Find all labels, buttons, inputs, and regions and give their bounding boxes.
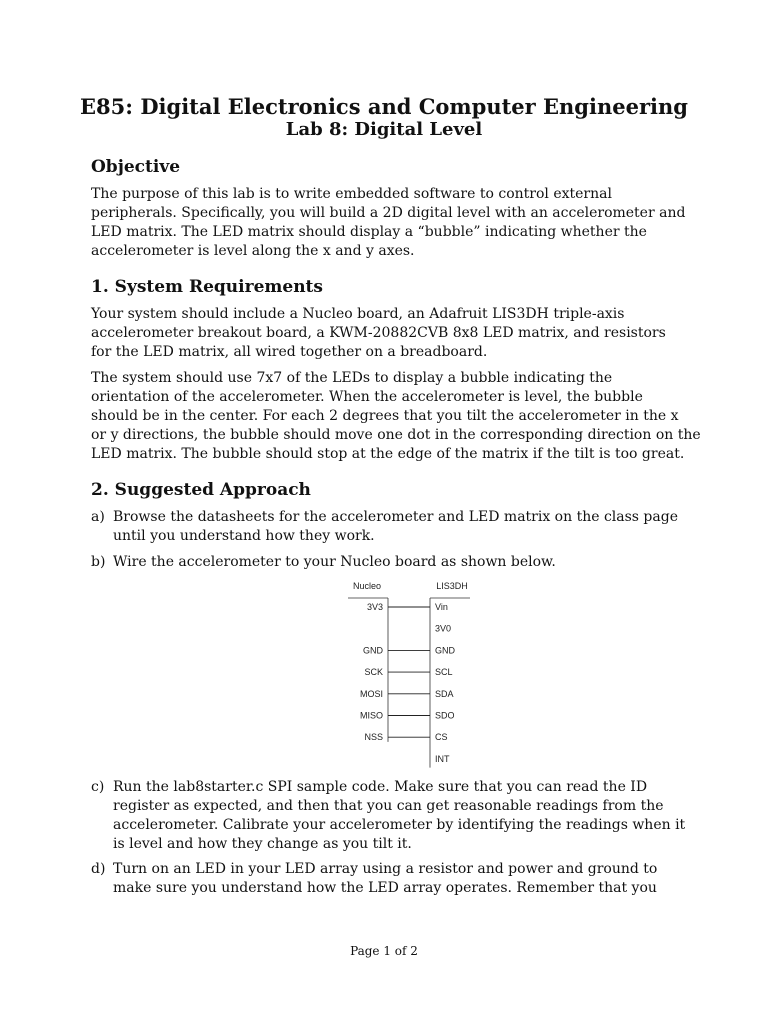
list-marker: c) — [91, 779, 105, 795]
lis3dh-pin-label: GND — [435, 645, 455, 656]
document-subtitle: Lab 8: Digital Level — [285, 119, 483, 140]
requirements-line: should be in the center. For each 2 degrees that you tilt the accelerometer in the x — [91, 408, 679, 424]
objective-line: accelerometer is level along the x and y axes. — [91, 243, 415, 259]
lis3dh-header: LIS3DH — [436, 581, 468, 591]
requirements-line: or y directions, the bubble should move one dot in the corresponding direction on the — [91, 427, 701, 443]
requirements-line: The system should use 7x7 of the LEDs to display a bubble indicating the — [91, 370, 613, 386]
list-line: until you understand how they work. — [113, 528, 375, 544]
lis3dh-pin-label: SDO — [435, 710, 455, 721]
approach-heading: 2. Suggested Approach — [91, 480, 311, 500]
lis3dh-pin-label: INT — [435, 753, 450, 764]
nucleo-pin-label: MISO — [359, 710, 383, 721]
requirements-heading: 1. System Requirements — [91, 277, 323, 297]
list-line: make sure you understand how the LED array operates. Remember that you — [113, 880, 657, 896]
document-title: E85: Digital Electronics and Computer Engineering — [80, 94, 688, 119]
list-marker: a) — [91, 509, 105, 525]
requirements-line: accelerometer breakout board, a KWM-20882CVB 8x8 LED matrix, and resistors — [91, 325, 666, 341]
list-line: Turn on an LED in your LED array using a resistor and power and ground to — [113, 861, 658, 877]
page-number: Page 1 of 2 — [350, 944, 418, 958]
nucleo-pin-label: NSS — [364, 732, 383, 743]
list-item-c — [91, 778, 691, 854]
requirements-line: for the LED matrix, all wired together on a breadboard. — [91, 344, 488, 360]
objective-line: The purpose of this lab is to write embedded software to control external — [91, 186, 612, 202]
nucleo-pin-label: SCK — [364, 667, 383, 678]
list-marker: b) — [91, 554, 106, 570]
list-line: accelerometer. Calibrate your accelerometer by identifying the readings when it — [113, 817, 686, 833]
list-line: register as expected, and then that you can get reasonable readings from the — [113, 798, 664, 814]
lis3dh-pin-label: SDA — [435, 688, 454, 699]
objective-heading: Objective — [91, 157, 181, 177]
nucleo-pin-label: GND — [363, 645, 383, 656]
objective-line: LED matrix. The LED matrix should display a “bubble” indicating whether the — [91, 224, 647, 240]
list-line: Wire the accelerometer to your Nucleo board as shown below. — [113, 554, 556, 570]
objective-paragraph — [91, 185, 691, 261]
lis3dh-pin-label: CS — [435, 732, 448, 743]
objective-line: peripherals. Specifically, you will build a 2D digital level with an accelerometer and — [91, 205, 686, 221]
nucleo-pin-label: MOSI — [359, 688, 383, 699]
requirements-paragraph-2 — [91, 369, 701, 464]
requirements-line: orientation of the accelerometer. When the accelerometer is level, the bubble — [91, 389, 643, 405]
requirements-line: LED matrix. The bubble should stop at the edge of the matrix if the tilt is too great. — [91, 446, 685, 462]
list-item-a — [91, 508, 691, 546]
list-item-b — [91, 553, 691, 572]
requirements-line: Your system should include a Nucleo board, an Adafruit LIS3DH triple-axis — [91, 306, 625, 322]
list-item-d — [91, 860, 691, 898]
list-line: is level and how they change as you tilt it. — [113, 836, 412, 852]
list-line: Browse the datasheets for the accelerometer and LED matrix on the class page — [113, 509, 678, 525]
list-line: Run the lab8starter.c SPI sample code. Make sure that you can read the ID — [113, 779, 648, 795]
nucleo-header: Nucleo — [352, 581, 382, 591]
lis3dh-pin-label: 3V0 — [435, 623, 452, 634]
requirements-paragraph-1 — [91, 305, 691, 362]
nucleo-pin-label: 3V3 — [366, 602, 383, 612]
wiring-diagram-svg — [330, 578, 490, 770]
wiring-diagram — [330, 578, 490, 770]
list-marker: d) — [91, 861, 106, 877]
lis3dh-pin-label: SCL — [435, 667, 453, 678]
lis3dh-pin-label: Vin — [435, 602, 448, 612]
